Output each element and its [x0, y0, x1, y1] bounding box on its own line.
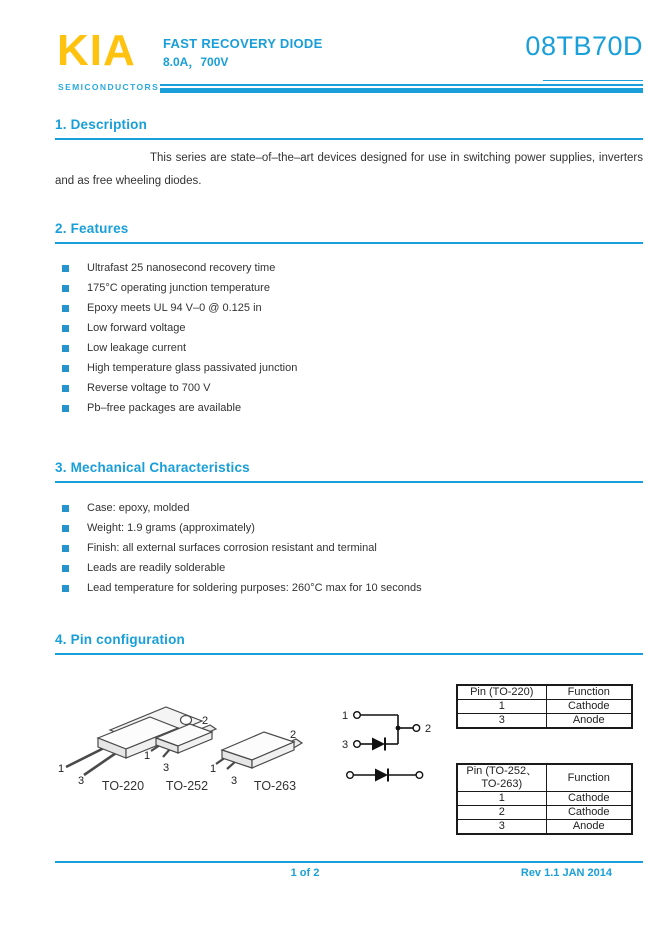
pin-table-to220: [456, 684, 633, 729]
list-item: [62, 378, 297, 398]
table-cell: Cathode: [546, 792, 632, 806]
list-item: [62, 558, 422, 578]
list-item-label: Leads are readily solderable: [87, 562, 226, 574]
bullet-square-icon: [62, 325, 69, 332]
list-item-label: Reverse voltage to 700 V: [87, 382, 211, 394]
diode-schematic: [330, 695, 440, 795]
bullet-square-icon: [62, 565, 69, 572]
table-cell: 1: [457, 792, 546, 806]
page-number: 1 of 2: [290, 867, 320, 879]
product-rating: 8.0A，700V: [163, 55, 229, 69]
list-item-label: Case: epoxy, molded: [87, 502, 190, 514]
list-item: [62, 318, 297, 338]
list-item: [62, 578, 422, 598]
to220-pin3-label: 3: [78, 775, 85, 787]
list-item-label: Low leakage current: [87, 342, 187, 354]
table-header-cell: Function: [546, 685, 632, 700]
list-item-label: Epoxy meets UL 94 V–0 @ 0.125 in: [87, 302, 262, 314]
list-item-label: High temperature glass passivated junction: [87, 362, 298, 374]
bullet-square-icon: [62, 505, 69, 512]
diode-symbol: [375, 769, 388, 782]
list-item: [62, 298, 297, 318]
header-rule-thick: [160, 88, 643, 93]
list-item-label: Pb–free packages are available: [87, 402, 242, 414]
bullet-square-icon: [62, 285, 69, 292]
table-header-cell: Function: [546, 764, 632, 792]
to252-pin1-label: 1: [144, 750, 151, 762]
list-item: [62, 278, 297, 298]
to220-pin1-label: 1: [58, 763, 65, 775]
bullet-square-icon: [62, 345, 69, 352]
table-row: [457, 820, 632, 835]
list-item: [62, 538, 422, 558]
to263-caption: TO-263: [253, 779, 297, 793]
schematic-pin1-label: 1: [342, 710, 349, 722]
section-heading-pin-configuration: 4. Pin configuration: [55, 632, 643, 655]
diode-symbol: [372, 738, 385, 751]
list-item: [62, 518, 422, 538]
to263-pin1-label: 1: [210, 763, 217, 775]
list-item-label: Ultrafast 25 nanosecond recovery time: [87, 262, 276, 274]
list-item-label: Lead temperature for soldering purposes: 260°C max for 10 seconds: [87, 582, 422, 594]
bullet-square-icon: [62, 405, 69, 412]
bullet-square-icon: [62, 385, 69, 392]
table-cell: 3: [457, 820, 546, 835]
part-number: 08TB70D: [525, 31, 643, 61]
footer-rule: [55, 861, 643, 863]
table-row: [457, 714, 632, 729]
list-item-label: Low forward voltage: [87, 322, 186, 334]
package-drawings: [50, 688, 330, 803]
table-cell: Cathode: [546, 806, 632, 820]
list-item: [62, 338, 297, 358]
table-cell: 3: [457, 714, 546, 729]
to252-caption: TO-252: [165, 779, 209, 793]
schematic-pin3-label: 3: [342, 739, 349, 751]
bullet-square-icon: [62, 585, 69, 592]
list-item: [62, 498, 422, 518]
pin-table-to252-to263: [456, 763, 633, 835]
two-pin-schematic: [347, 769, 423, 782]
list-item-label: 175°C operating junction temperature: [87, 282, 270, 294]
revision-label: Rev 1.1 JAN 2014: [520, 867, 612, 879]
to252-pin2-label: 2: [202, 715, 209, 727]
list-item: [62, 398, 297, 418]
to263-pin2-label: 2: [290, 729, 297, 741]
table-row: [457, 700, 632, 714]
bullet-square-icon: [62, 545, 69, 552]
to263-pin3-label: 3: [231, 775, 238, 787]
table-cell: Cathode: [546, 700, 632, 714]
features-list: [62, 258, 297, 418]
section-heading-description: 1. Description: [55, 117, 643, 140]
table-cell: 1: [457, 700, 546, 714]
header-rule-thin: [160, 84, 643, 86]
kia-logo: KIA: [57, 26, 136, 75]
list-item: [62, 358, 297, 378]
bullet-square-icon: [62, 365, 69, 372]
schematic-pin2-label: 2: [425, 723, 432, 735]
section-heading-features: 2. Features: [55, 221, 643, 244]
table-row: [457, 806, 632, 820]
table-cell: 2: [457, 806, 546, 820]
mechanical-list: [62, 498, 422, 598]
list-item-label: Finish: all external surfaces corrosion resistant and terminal: [87, 542, 377, 554]
logo-tagline: SEMICONDUCTORS: [58, 82, 160, 92]
part-number-underline: [543, 80, 643, 81]
table-header-cell: Pin (TO-220): [457, 685, 546, 700]
bullet-square-icon: [62, 525, 69, 532]
list-item: [62, 258, 297, 278]
to252-pin3-label: 3: [163, 762, 170, 774]
three-pin-schematic: [354, 712, 420, 751]
table-row: [457, 792, 632, 806]
table-cell: Anode: [546, 820, 632, 835]
section-heading-mechanical: 3. Mechanical Characteristics: [55, 460, 643, 483]
description-paragraph: This series are state–of–the–art devices designed for use in switching power supplies, inverters and as free wheeling diodes.: [55, 152, 643, 187]
to220-caption: TO-220: [101, 779, 145, 793]
table-cell: Anode: [546, 714, 632, 729]
bullet-square-icon: [62, 305, 69, 312]
table-header-cell: Pin (TO-252、TO-263): [457, 764, 546, 792]
list-item-label: Weight: 1.9 grams (approximately): [87, 522, 255, 534]
product-title: FAST RECOVERY DIODE: [163, 36, 323, 51]
bullet-square-icon: [62, 265, 69, 272]
